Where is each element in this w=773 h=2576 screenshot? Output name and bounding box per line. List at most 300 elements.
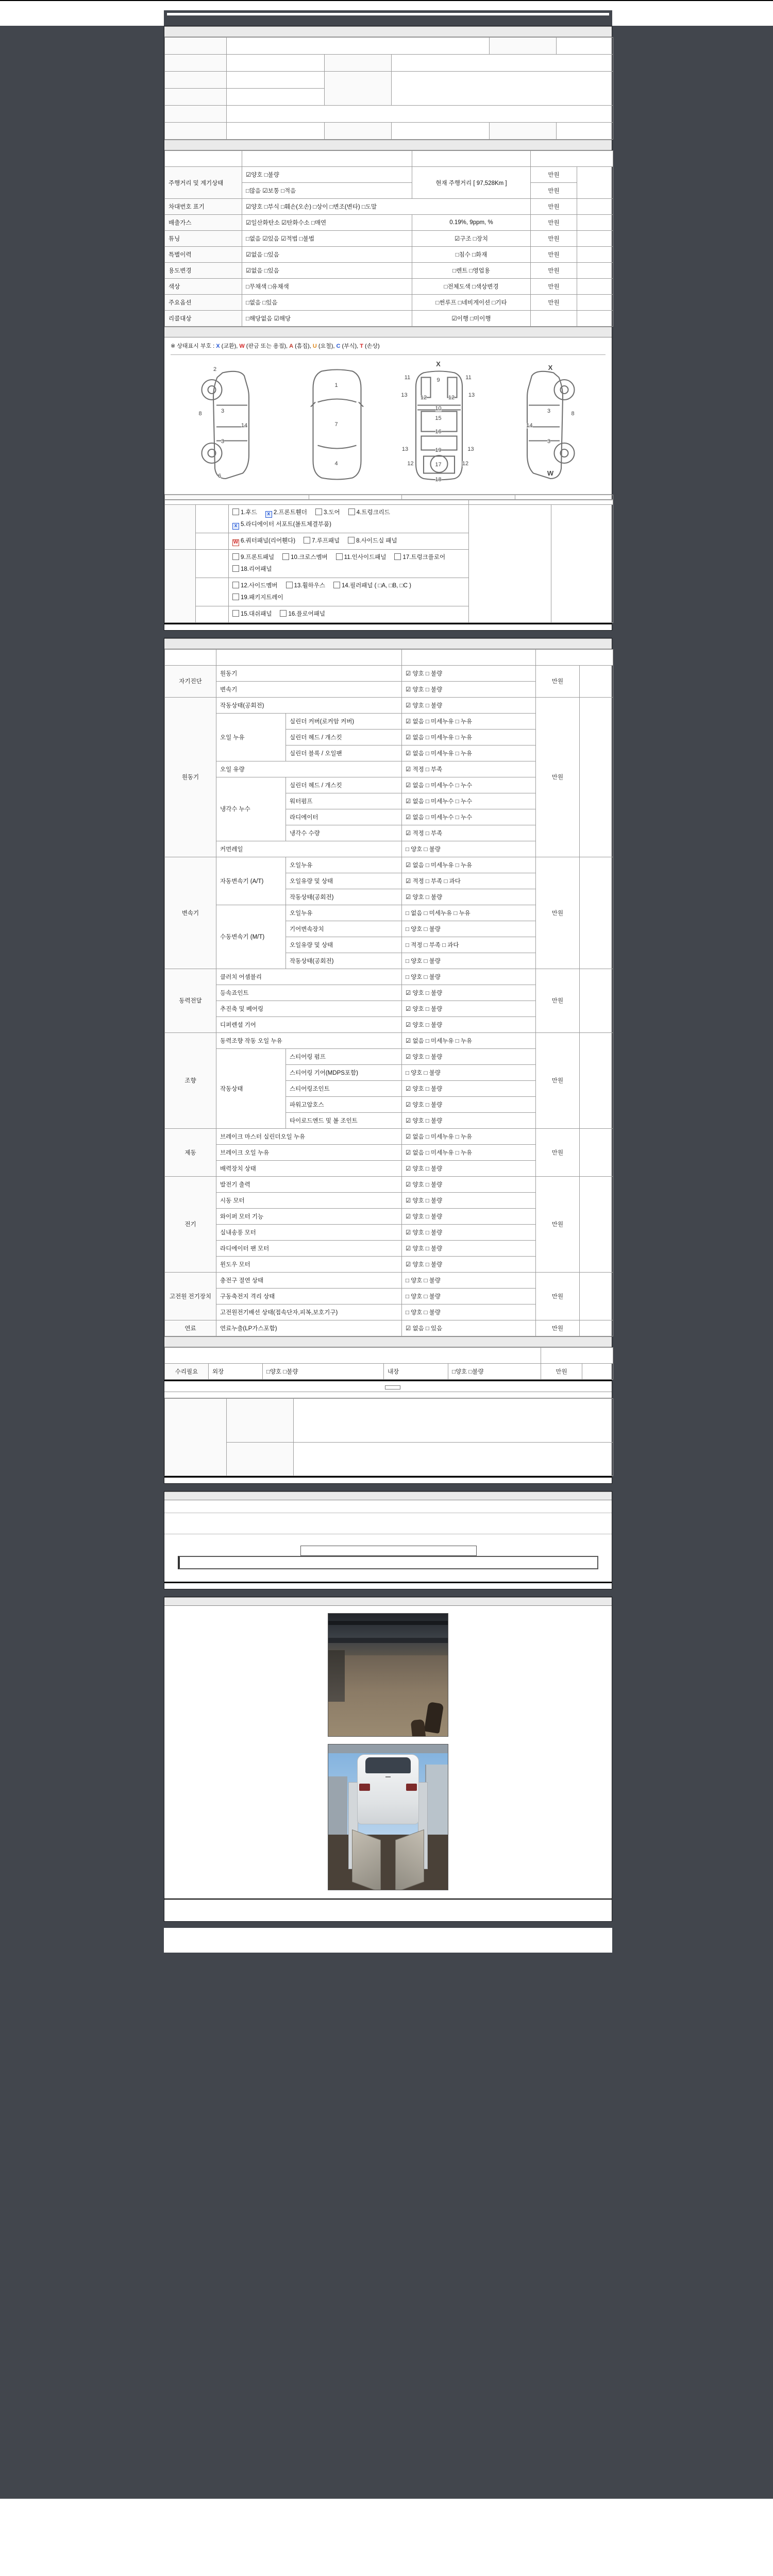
table-row	[165, 1176, 613, 1192]
item-value: ☑이행 □미이행	[412, 311, 531, 327]
state-checkboxes: □ 양호 □ 불량	[402, 921, 536, 937]
device-group-label: 전기	[165, 1176, 216, 1272]
diagram-side-left	[196, 363, 274, 486]
note-cell	[580, 697, 613, 857]
checkbox-mark	[315, 509, 322, 515]
photo-fence	[328, 1650, 345, 1702]
col-header	[412, 151, 531, 167]
table-row	[165, 1320, 613, 1336]
item-label: 충전구 절연 상태	[216, 1272, 402, 1288]
col-header	[536, 649, 613, 665]
device-group-label: 변속기	[165, 857, 216, 969]
col-header	[402, 649, 536, 665]
item-value: 현재 주행거리 [ 97,528Km ]	[412, 167, 531, 199]
diagram-underbody	[400, 360, 478, 486]
legend-part: U	[312, 343, 317, 349]
table-row	[165, 167, 613, 183]
item-label: 수동변속기 (M/T)	[216, 905, 286, 969]
photo-beam-bar	[328, 1621, 448, 1625]
note-cell	[577, 311, 613, 327]
item-label: 오일 유량	[216, 761, 402, 777]
photo-beam-bar	[328, 1638, 448, 1643]
table-row	[165, 295, 613, 311]
device-group-label: 조향	[165, 1032, 216, 1128]
table-header-row	[165, 649, 613, 665]
diagram-label: 13	[467, 446, 474, 452]
diagram-label: 3	[221, 438, 225, 445]
legend-part: (흠집),	[293, 343, 313, 349]
subitem-label: 오일누유	[286, 905, 402, 921]
inspection-photo-rear-on-lift	[328, 1744, 448, 1890]
panel-item	[336, 552, 386, 564]
panel-item-label: 12.사이드멤버	[241, 582, 278, 589]
panel-item-label: 1.후드	[241, 509, 257, 516]
item-label: 커먼레일	[216, 841, 402, 857]
panel-items-rankC	[229, 606, 469, 622]
item-value: □썬루프 □네비게이션 □기타	[412, 295, 531, 311]
photo-roof-beam	[328, 1744, 448, 1753]
panel-item-label: 5.라디에이터 서포트(볼트체결부품)	[241, 521, 331, 528]
table-row	[165, 969, 613, 985]
item-label: 작동상태	[216, 1048, 286, 1128]
group-label	[165, 549, 196, 622]
col-header	[165, 500, 469, 504]
item-label: 고전원전기배선 상태(접속단자,피복,보호기구)	[216, 1304, 402, 1320]
car-outline-side-left-icon	[196, 363, 274, 486]
diagram-label: 14	[526, 422, 533, 429]
diagram-label: 3	[221, 408, 225, 414]
photo-ground	[328, 1835, 448, 1890]
diagram-label: 12	[420, 394, 427, 401]
checkbox-mark: W	[233, 539, 239, 545]
panel-item	[348, 507, 390, 519]
item-label: 클러치 어셈블리	[216, 969, 402, 985]
diagram-label: 2	[213, 366, 217, 372]
document-header	[164, 10, 612, 26]
table-row	[165, 247, 613, 263]
table-row	[165, 38, 613, 55]
rank-label	[196, 504, 229, 533]
subitem-label: 실린더 헤드 / 개스킷	[286, 729, 402, 745]
section-etc-info	[164, 1336, 612, 1347]
subitem-label: 스티어링조인트	[286, 1080, 402, 1096]
use-history-label: 차대번호 표기	[165, 199, 242, 215]
state-checkboxes: □ 양호 □ 불량	[402, 841, 536, 857]
group-label	[165, 504, 196, 549]
panel-item-label: 6.쿼터패널(리어휀다)	[241, 537, 296, 544]
table-row	[165, 106, 613, 123]
subitem-label: 작동상태(공회전)	[286, 889, 402, 905]
field-label	[165, 123, 227, 140]
legend-part: (판금 또는 용접),	[244, 343, 290, 349]
price-cell: 만원	[531, 279, 577, 295]
inspection-valid-period	[392, 55, 613, 72]
state-checkboxes: ☑ 양호 □ 불량	[402, 1224, 536, 1240]
model-year	[227, 55, 325, 72]
state-checkboxes: ☑일산화탄소 ☑탄화수소 □매연	[242, 215, 412, 231]
note-cell	[580, 1272, 613, 1320]
table-row	[165, 55, 613, 72]
diagram-label: 1	[334, 382, 338, 388]
legend-part: (교환),	[220, 343, 240, 349]
subitem-label: 실린더 헤드 / 개스킷	[286, 777, 402, 793]
state-checkboxes: □많음 ☑보통 □적음	[242, 183, 412, 199]
state-checkboxes: ☑ 양호 □ 불량	[402, 1048, 536, 1064]
state-checkboxes: ☑ 양호 □ 불량	[402, 1096, 536, 1112]
panel-item	[232, 564, 272, 575]
field-label	[325, 72, 392, 106]
diagram-label: 13	[468, 392, 475, 398]
panel-item-label: 11.인사이드패널	[344, 554, 386, 561]
item-label: 연료누출(LP가스포함)	[216, 1320, 402, 1336]
price-cell: 만원	[536, 969, 580, 1032]
use-history-label: 주요옵션	[165, 295, 242, 311]
legend-part: (요철),	[316, 343, 337, 349]
state-checkboxes: ☑ 양호 □ 불량	[402, 681, 536, 697]
item-label: 윈도우 모터	[216, 1256, 402, 1272]
notes-subheader-1	[164, 1500, 612, 1513]
signature-band	[164, 1899, 612, 1921]
form-reference-strip	[0, 0, 773, 10]
note-cell	[580, 1128, 613, 1176]
accident-history-checkboxes	[309, 495, 402, 499]
viewer-canvas	[0, 26, 773, 2499]
panel-item	[232, 519, 331, 531]
use-history-label: 특별이력	[165, 247, 242, 263]
table-row	[165, 697, 613, 713]
diagram-label: 7	[334, 421, 338, 428]
panel-items-rank1	[229, 504, 469, 533]
table-header-row	[165, 500, 613, 504]
legend-part: C	[336, 343, 341, 349]
checkbox-mark	[394, 553, 401, 560]
rank-label	[196, 533, 229, 549]
panel-item	[304, 535, 340, 547]
panel-item	[232, 552, 274, 564]
first-registration-date	[227, 72, 325, 89]
panel-item	[232, 535, 295, 547]
note-cell	[580, 969, 613, 1032]
table-row	[165, 1272, 613, 1288]
diagram-label: 10	[435, 405, 442, 412]
note-cell	[577, 215, 613, 231]
checkbox-mark	[232, 594, 239, 600]
panel-item-label: 19.패키지트레이	[241, 594, 283, 601]
state-checkboxes: ☑없음 □있음	[242, 247, 412, 263]
section-notes	[164, 1492, 612, 1500]
col-header	[165, 1347, 541, 1363]
price-cell: 만원	[536, 1128, 580, 1176]
table-header-row	[165, 1347, 613, 1363]
photo-building	[425, 1765, 448, 1840]
diagram-label: 3	[547, 438, 551, 445]
definition-box-title	[300, 1546, 477, 1556]
price-cell: 만원	[536, 697, 580, 857]
col-header	[242, 151, 412, 167]
state-checkboxes: □ 적정 □ 부족 □ 과다	[402, 937, 536, 953]
item-value: ☑구조 □장치	[412, 231, 531, 247]
table-row	[165, 263, 613, 279]
panel-item	[348, 535, 397, 547]
price-cell: 만원	[536, 857, 580, 969]
rank-label	[196, 549, 229, 578]
device-group-label: 제동	[165, 1128, 216, 1176]
state-checkboxes: ☑ 양호 □ 불량	[402, 1192, 536, 1208]
use-history-label: 용도변경	[165, 263, 242, 279]
field-label	[165, 72, 227, 89]
photo-tail-lamp	[406, 1784, 417, 1791]
diagram-label: 12	[448, 394, 455, 401]
diagram-label: 8	[198, 410, 202, 417]
note-cell	[577, 295, 613, 311]
subitem-label: 오일누유	[286, 857, 402, 873]
photo-lift-ramp	[352, 1829, 381, 1890]
state-checkboxes: ☑ 양호 □ 불량	[402, 697, 536, 713]
state-checkboxes: ☑ 양호 □ 불량	[402, 1080, 536, 1096]
state-checkboxes: ☑ 적정 □ 부족	[402, 761, 536, 777]
note-cell	[580, 857, 613, 969]
panel-item-label: 9.프론트패널	[241, 554, 275, 561]
diagram-label: X	[436, 360, 441, 368]
state-checkboxes: ☑ 없음 □ 미세누유 □ 누유	[402, 857, 536, 873]
diagram-label: 6	[217, 472, 222, 479]
panel-item-label: 15.대쉬패널	[241, 611, 272, 617]
panel-item	[286, 580, 325, 592]
sheet-gap	[164, 631, 612, 638]
sheet-basic-info	[164, 26, 612, 631]
state-checkboxes: ☑ 없음 □ 미세누유 □ 누유	[402, 729, 536, 745]
device-group-label: 자기진단	[165, 665, 216, 697]
state-checkboxes: ☑ 양호 □ 불량	[402, 1176, 536, 1192]
diagram-label: 13	[401, 392, 408, 398]
price-cell: 만원	[531, 295, 577, 311]
state-checkboxes: ☑ 없음 □ 미세누유 □ 누유	[402, 1144, 536, 1160]
section-photos	[164, 1597, 612, 1606]
table-header-row	[165, 151, 613, 167]
diagram-label: 19	[435, 447, 442, 453]
etc-rows	[165, 1363, 613, 1379]
item-label: 발전기 출력	[216, 1176, 402, 1192]
engine-type	[227, 123, 325, 140]
simple-repair-checkboxes	[515, 495, 613, 499]
field-label	[165, 38, 227, 55]
price-cell	[531, 311, 577, 327]
state-checkboxes: ☑ 양호 □ 불량	[402, 1208, 536, 1224]
price-cell	[469, 504, 551, 622]
panel-item	[265, 507, 307, 519]
item-label: 배력장치 상태	[216, 1160, 402, 1176]
diagram-label: 13	[401, 446, 409, 452]
field-label	[325, 55, 392, 72]
legend-part: T	[360, 343, 363, 349]
state-checkboxes: ☑ 없음 □ 미세누유 □ 누유	[402, 713, 536, 729]
table-row	[165, 665, 613, 681]
table-row	[165, 1032, 613, 1048]
subitem-label: 스티어링 펌프	[286, 1048, 402, 1064]
use-history-label: 주행거리 및 계기상태	[165, 167, 242, 199]
item-label: 동력조향 작동 오일 누유	[216, 1032, 402, 1048]
checkbox-mark	[232, 509, 239, 515]
use-history-label: 튜닝	[165, 231, 242, 247]
base-price-value	[557, 123, 613, 140]
state-checkboxes: ☑ 양호 □ 불량	[402, 1240, 536, 1256]
state-checkboxes: □ 양호 □ 불량	[402, 953, 536, 969]
state-checkboxes: ☑ 없음 □ 있음	[402, 1320, 536, 1336]
price-cell: 만원	[531, 167, 577, 183]
state-checkboxes: □ 양호 □ 불량	[402, 1064, 536, 1080]
license-plate	[385, 1776, 391, 1777]
checkbox-mark	[336, 553, 343, 560]
legend-part: (부식),	[340, 343, 360, 349]
panel-item-label: 3.도어	[323, 509, 340, 516]
note-cell	[582, 1363, 613, 1379]
checkbox-mark	[232, 553, 239, 560]
item-label: 오일 누유	[216, 713, 286, 761]
inspector-opinion-text	[294, 1398, 613, 1442]
table-row	[165, 504, 613, 533]
photo-building	[328, 1776, 347, 1835]
section-accident-history	[164, 327, 612, 337]
table-row	[165, 72, 613, 89]
panel-item-label: 2.프론트휀더	[273, 509, 307, 516]
item-label: 구동축전지 격리 상태	[216, 1288, 402, 1304]
note-cell	[580, 665, 613, 697]
page-marker-4	[164, 1582, 612, 1589]
legend-part: A	[289, 343, 294, 349]
table-row	[165, 311, 613, 327]
appraiser-opinion-text	[294, 1442, 613, 1476]
price-cell: 만원	[531, 215, 577, 231]
car-outline-side-right-icon	[502, 363, 580, 486]
panel-item-label: 14.필러패널 ( □A, □B, □C )	[341, 582, 411, 589]
header-zone	[0, 10, 773, 26]
panel-item-label: 10.크로스멤버	[291, 554, 328, 561]
note-cell	[577, 231, 613, 247]
notes-subheader-2	[164, 1521, 612, 1534]
panel-items-rankA	[229, 549, 469, 578]
detail-state-table	[164, 649, 613, 1336]
device-group-label: 고전원 전기장치	[165, 1272, 216, 1320]
item-label: 변속기	[216, 681, 402, 697]
field-label	[490, 38, 557, 55]
state-checkboxes: □해당없음 ☑해당	[242, 311, 412, 327]
col-header	[469, 500, 613, 504]
group-label: 수리필요	[165, 1363, 209, 1379]
price-cell: 만원	[536, 1320, 580, 1336]
subitem-label: 타이로드엔드 및 볼 조인트	[286, 1112, 402, 1128]
subitem-label: 오일유량 및 상태	[286, 873, 402, 889]
panel-item-label: 16.플로어패널	[288, 611, 325, 617]
legend-part: ※ 상태표시 부호 :	[171, 343, 216, 349]
comprehensive-rows	[165, 167, 613, 327]
state-checkboxes: ☑ 양호 □ 불량	[402, 985, 536, 1001]
vehicle-name	[227, 38, 490, 55]
checkbox-mark: x	[265, 511, 272, 518]
diagram-label: 3	[547, 408, 551, 414]
state-checkboxes: ☑ 적정 □ 부족 □ 과다	[402, 873, 536, 889]
checkbox-mark	[280, 610, 287, 617]
diagram-label: 9	[436, 377, 440, 384]
diagram-label: 14	[241, 422, 248, 429]
price-cell: 만원	[536, 1176, 580, 1272]
table-row	[165, 1128, 613, 1144]
sheet-notes	[164, 1491, 612, 1589]
diagram-label: 8	[571, 410, 575, 417]
diagram-side-right	[502, 363, 580, 486]
state-checkboxes: ☑ 양호 □ 불량	[402, 1112, 536, 1128]
state-checkboxes: ☑ 양호 □ 불량	[402, 1160, 536, 1176]
photo-list	[164, 1606, 612, 1899]
panel-item-label: 7.루프패널	[312, 537, 340, 544]
item-value: □렌트 □영업용	[412, 263, 531, 279]
state-checkboxes: ☑ 양호 □ 불량	[402, 1016, 536, 1032]
panel-items-rankB	[229, 578, 469, 606]
state-checkboxes-2: □양호 □불량	[448, 1363, 541, 1379]
col-header	[531, 151, 613, 167]
note-cell	[577, 199, 613, 215]
legal-footnote	[164, 1928, 612, 1953]
state-checkboxes: □무채색 □유채색	[242, 279, 412, 295]
price-cell: 만원	[531, 199, 577, 215]
diagram-label: 4	[334, 461, 338, 467]
item-label: 등속죠인트	[216, 985, 402, 1001]
state-checkboxes: □없음 □있음	[242, 295, 412, 311]
header-rule	[167, 13, 609, 15]
item-value: □전체도색 □색상변경	[412, 279, 531, 295]
diagram-label: 15	[435, 415, 442, 422]
use-history-label: 색상	[165, 279, 242, 295]
state-checkboxes: ☑ 없음 □ 미세누수 □ 누수	[402, 809, 536, 825]
state-checkboxes: ☑ 없음 □ 미세누유 □ 누유	[402, 1128, 536, 1144]
section-detail-state	[164, 638, 612, 649]
panel-item-label: 4.트렁크리드	[356, 509, 390, 516]
detail-rows	[165, 665, 613, 1336]
opinion-group-label	[165, 1398, 227, 1476]
item-value: □침수 □화재	[412, 247, 531, 263]
table-row	[165, 231, 613, 247]
note-cell	[577, 279, 613, 295]
panel-item	[282, 552, 328, 564]
table-row	[165, 1398, 613, 1442]
item-label: 디퍼렌셜 기어	[216, 1016, 402, 1032]
subitem-label: 오일유량 및 상태	[286, 937, 402, 953]
table-row	[165, 495, 613, 499]
state-checkboxes: ☑ 양호 □ 불량	[402, 1256, 536, 1272]
price-cell: 만원	[541, 1363, 582, 1379]
fuel-type-checkboxes	[227, 106, 613, 123]
diagram-label: X	[548, 364, 553, 372]
rank-label	[196, 578, 229, 606]
item-label: 라디에이터 팬 모터	[216, 1240, 402, 1256]
state-checkboxes: ☑ 양호 □ 불량	[402, 1001, 536, 1016]
state-checkboxes: □ 양호 □ 불량	[402, 1272, 536, 1288]
diagram-label: 11	[465, 375, 472, 381]
state-checkboxes: ☑ 양호 □ 불량	[402, 665, 536, 681]
checkbox-mark	[282, 553, 289, 560]
subitem-label: 작동상태(공회전)	[286, 953, 402, 969]
field-label	[165, 89, 227, 106]
inspector-label	[227, 1398, 294, 1442]
use-history-label: 리콜대상	[165, 311, 242, 327]
item-label-2: 내장	[384, 1363, 448, 1379]
transmission-type-checkboxes	[392, 72, 613, 106]
photo-boot	[411, 1719, 427, 1737]
subitem-label: 워터펌프	[286, 793, 402, 809]
item-label: 자동변속기 (A/T)	[216, 857, 286, 905]
state-checkboxes: □없음 ☑있음 ☑적법 □불법	[242, 231, 412, 247]
panel-item	[333, 580, 411, 592]
checkbox-mark	[286, 582, 293, 588]
